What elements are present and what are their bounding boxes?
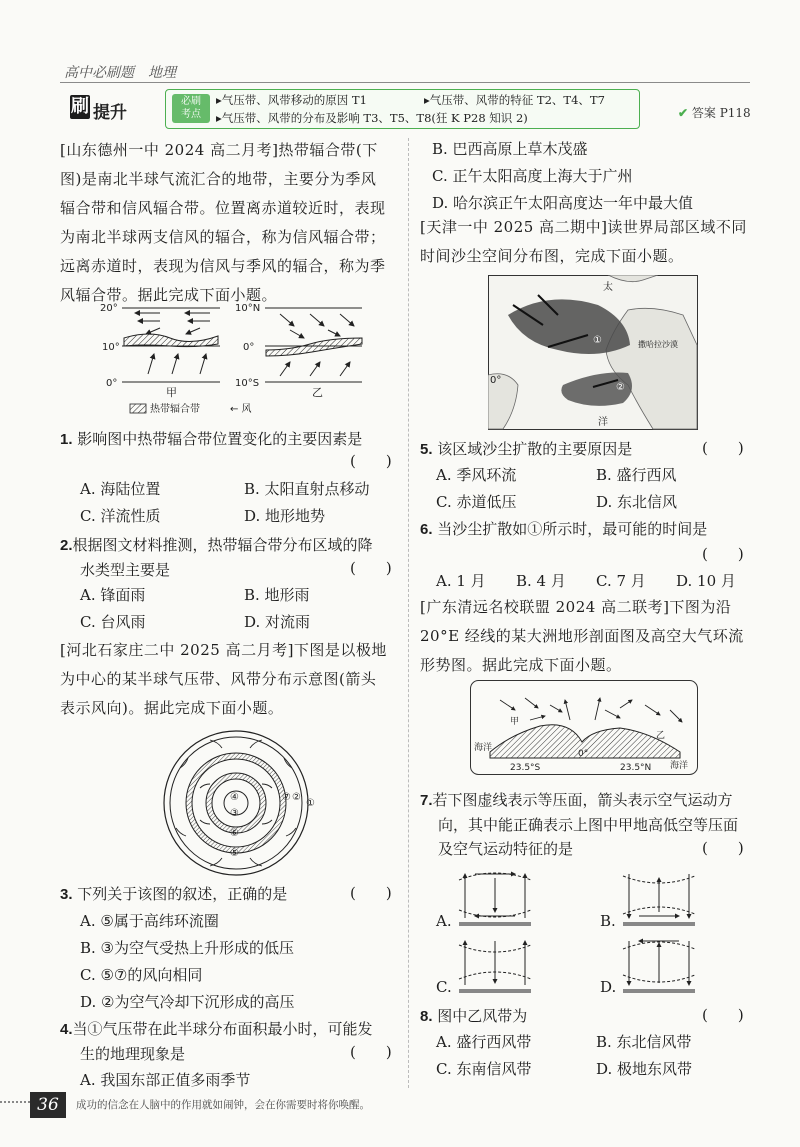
header-rule: [60, 82, 750, 83]
map-label-equator: 0°: [490, 375, 502, 386]
question-5-number: 5.: [420, 441, 433, 458]
profile-label-yi: 乙: [656, 731, 666, 741]
q7-option-b[interactable]: B.: [600, 912, 616, 930]
yi-lat-10s: 10°S: [235, 378, 260, 389]
question-7-text: 若下图虚线表示等压面，箭头表示空气运动方: [432, 791, 733, 809]
question-7-answer-blank[interactable]: ( ): [702, 839, 744, 857]
question-1-stem: [60, 427, 362, 452]
intro-4-line: 20°E 经线的某大洲地形剖面图及高空大气环流: [420, 627, 744, 645]
question-2-stem: [60, 533, 373, 582]
legend-wind: ← 风: [230, 404, 252, 415]
intro-1-line: 图)是南北半球气流汇合的地带，主要分为季风: [60, 170, 377, 188]
q5-option-b[interactable]: B. 盛行西风: [596, 466, 677, 484]
question-6-number: 6.: [420, 521, 433, 538]
q8-option-b[interactable]: B. 东北信风带: [596, 1033, 692, 1051]
answer-page: 答案 P118: [691, 106, 751, 120]
question-7-text-2: 向，其中能正确表示上图中甲地高低空等压面: [438, 816, 739, 834]
intro-4-line: 形势图。据此完成下面小题。: [420, 656, 622, 674]
q8-option-c[interactable]: C. 东南信风带: [436, 1060, 532, 1078]
question-2-number: 2.: [60, 537, 73, 554]
label-yi: 乙: [312, 386, 323, 399]
question-1-answer-blank[interactable]: ( ): [350, 452, 392, 470]
intro-2-line: 表示风向)。据此完成下面小题。: [60, 699, 284, 717]
q2-option-b[interactable]: B. 地形雨: [244, 586, 310, 604]
question-3-text: 下列关于该图的叙述，正确的是: [77, 885, 288, 903]
shua-badge: 刷: [71, 96, 89, 117]
q3-option-c[interactable]: C. ⑤⑦的风向相同: [80, 966, 203, 984]
question-4-text-2: 生的地理现象是: [80, 1045, 186, 1063]
key-point-3: ▸气压带、风带的分布及影响 T3、T5、T8(狂 K P28 知识 2): [216, 111, 528, 125]
q8-option-a[interactable]: A. 盛行西风带: [436, 1033, 532, 1051]
intro-1: [60, 136, 386, 310]
q1-option-c[interactable]: C. 洋流性质: [80, 507, 161, 525]
q7-diagram-b: [619, 868, 699, 930]
question-3-number: 3.: [60, 886, 73, 903]
intro-1-line: 远离赤道时，表现为信风与季风的辐合，称为季: [60, 257, 386, 275]
q3-option-a[interactable]: A. ⑤属于高纬环流圈: [80, 912, 219, 930]
legend-itcz-swatch: [130, 404, 146, 413]
circle-label-5: ⑤: [230, 848, 239, 859]
profile-ocean-right: 海洋: [670, 761, 689, 771]
q4-option-d[interactable]: D. 哈尔滨正午太阳高度达一年中最大值: [432, 194, 694, 212]
key-point-1: ▸气压带、风带移动的原因 T1: [216, 93, 367, 107]
profile-label-jia: 甲: [510, 717, 520, 727]
question-8-text: 图中乙风带为: [437, 1007, 528, 1025]
q7-diagram-d: [619, 935, 699, 997]
q7-diagram-c: [455, 935, 535, 997]
question-2-text: 根据图文材料推测，热带辐合带分布区域的降: [72, 536, 373, 554]
question-4-number: 4.: [60, 1021, 73, 1038]
q6-option-b[interactable]: B. 4 月: [516, 572, 566, 590]
legend-itcz: 热带辐合带: [150, 404, 200, 415]
jia-lat-20: 20°: [100, 303, 118, 314]
question-5-answer-blank[interactable]: ( ): [702, 439, 744, 457]
badge-line-2: 考点: [181, 109, 201, 120]
footer-dots: [0, 1101, 30, 1103]
q6-option-a[interactable]: A. 1 月: [436, 572, 486, 590]
question-8-number: 8.: [420, 1008, 433, 1025]
q3-option-b[interactable]: B. ③为空气受热上升形成的低压: [80, 939, 295, 957]
q7-option-a[interactable]: A.: [436, 912, 452, 930]
book-title: 高中必刷题 地理: [64, 65, 176, 81]
pressure-belt-figure: [150, 728, 322, 878]
question-3-answer-blank[interactable]: ( ): [350, 884, 392, 902]
question-2-answer-blank[interactable]: ( ): [350, 559, 392, 577]
label-jia: 甲: [166, 386, 177, 399]
question-6-answer-blank[interactable]: ( ): [702, 545, 744, 563]
question-4-stem: [60, 1017, 373, 1066]
map-marker-2: ②: [616, 382, 625, 393]
q8-option-d[interactable]: D. 极地东风带: [596, 1060, 693, 1078]
q2-option-d[interactable]: D. 对流雨: [244, 613, 311, 631]
question-2-text-2: 水类型主要是: [80, 561, 171, 579]
question-6-text: 当沙尘扩散如①所示时，最可能的时间是: [437, 520, 708, 538]
intro-1-line: [山东德州一中 2024 高二月考]热带辐合带(下: [60, 141, 378, 159]
intro-3: [420, 213, 747, 271]
q5-option-c[interactable]: C. 赤道低压: [436, 493, 517, 511]
intro-4-line: [广东清远名校联盟 2024 高二联考]下图为沿: [420, 598, 732, 616]
question-6-stem: [420, 517, 707, 542]
footer-motto: 成功的信念在人脑中的作用就如闹钟，会在你需要时将你唤醒。: [76, 1099, 370, 1111]
answer-ref: [678, 104, 751, 121]
q6-option-c[interactable]: C. 7 月: [596, 572, 646, 590]
circle-label-6: ⑥: [230, 828, 239, 839]
map-label-yang: 洋: [598, 417, 608, 428]
check-icon: ✔: [678, 106, 689, 120]
question-4-text: 当①气压带在此半球分布面积最小时，可能发: [72, 1020, 373, 1038]
badge-line-1: 必刷: [181, 96, 201, 107]
jia-lat-10: 10°: [102, 342, 120, 353]
q4-option-b[interactable]: B. 巴西高原上草木茂盛: [432, 140, 588, 158]
yi-lat-0: 0°: [243, 342, 255, 353]
question-7-text-3: 及空气运动特征的是: [438, 840, 574, 858]
q3-option-d[interactable]: D. ②为空气冷却下沉形成的高压: [80, 993, 295, 1011]
section-title: 提升: [93, 103, 127, 123]
q6-option-d[interactable]: D. 10 月: [676, 572, 736, 590]
jia-lat-0: 0°: [106, 378, 118, 389]
q1-option-a[interactable]: A. 海陆位置: [80, 480, 161, 498]
intro-3-line: [天津一中 2025 高二期中]读世界局部区域不同: [420, 218, 747, 236]
q1-option-b[interactable]: B. 太阳直射点移动: [244, 480, 370, 498]
question-7-number: 7.: [420, 792, 433, 809]
q2-option-c[interactable]: C. 台风雨: [80, 613, 146, 631]
intro-2-line: 为中心的某半球气压带、风带分布示意图(箭头: [60, 670, 377, 688]
key-points-badge: [172, 94, 210, 123]
q5-option-d[interactable]: D. 东北信风: [596, 493, 678, 511]
profile-lat-s: 23.5°S: [510, 763, 541, 773]
circle-label-7: ⑦: [282, 792, 291, 803]
itcz-figure: [100, 298, 370, 420]
q2-option-a[interactable]: A. 锋面雨: [80, 586, 146, 604]
map-label-sahara: 撒哈拉沙漠: [638, 340, 678, 349]
question-3-stem: [60, 882, 287, 907]
map-marker-1: ①: [593, 335, 602, 346]
column-divider: [408, 138, 409, 1088]
circle-label-1: ①: [306, 798, 315, 809]
circle-label-4: ④: [230, 792, 239, 803]
q4-option-c[interactable]: C. 正午太阳高度上海大于广州: [432, 167, 633, 185]
question-5-text: 该区域沙尘扩散的主要原因是: [437, 440, 633, 458]
q5-option-a[interactable]: A. 季风环流: [436, 466, 517, 484]
q1-option-d[interactable]: D. 地形地势: [244, 507, 326, 525]
intro-1-line: 为南北半球两支信风的辐合，称为信风辐合带；: [60, 228, 386, 246]
intro-3-line: 时间沙尘空间分布图，完成下面小题。: [420, 247, 684, 265]
circle-label-2: ②: [292, 792, 301, 803]
question-7-stem: [420, 788, 738, 861]
yi-lat-10n: 10°N: [235, 303, 261, 314]
profile-figure: [470, 680, 698, 775]
q7-diagram-a: [455, 868, 535, 930]
circle-label-3: ③: [230, 808, 239, 819]
dust-map-figure: [488, 275, 698, 430]
question-5-stem: [420, 437, 632, 462]
page-number: 36: [30, 1092, 66, 1118]
q4-option-a[interactable]: A. 我国东部正值多雨季节: [80, 1071, 251, 1089]
question-4-answer-blank[interactable]: ( ): [350, 1043, 392, 1061]
intro-4: [420, 593, 744, 680]
profile-ocean-left: 海洋: [474, 743, 493, 753]
profile-lat-eq: 0°: [578, 749, 589, 759]
key-point-2: ▸气压带、风带的特征 T2、T4、T7: [424, 93, 605, 107]
map-label-tai: 太: [603, 282, 613, 293]
intro-2: [60, 636, 387, 723]
question-1-number: 1.: [60, 431, 73, 448]
q7-option-c[interactable]: C.: [436, 978, 452, 996]
profile-lat-n: 23.5°N: [620, 763, 652, 773]
intro-1-line: 风辐合带。据此完成下面小题。: [60, 286, 278, 304]
intro-2-line: [河北石家庄二中 2025 高二月考]下图是以极地: [60, 641, 387, 659]
question-1-text: 影响图中热带辐合带位置变化的主要因素是: [77, 430, 363, 448]
question-8-answer-blank[interactable]: ( ): [702, 1006, 744, 1024]
question-8-stem: [420, 1004, 527, 1029]
intro-1-line: 辐合带和信风辐合带。位置离赤道较近时，表现: [60, 199, 386, 217]
q7-option-d[interactable]: D.: [600, 978, 617, 996]
